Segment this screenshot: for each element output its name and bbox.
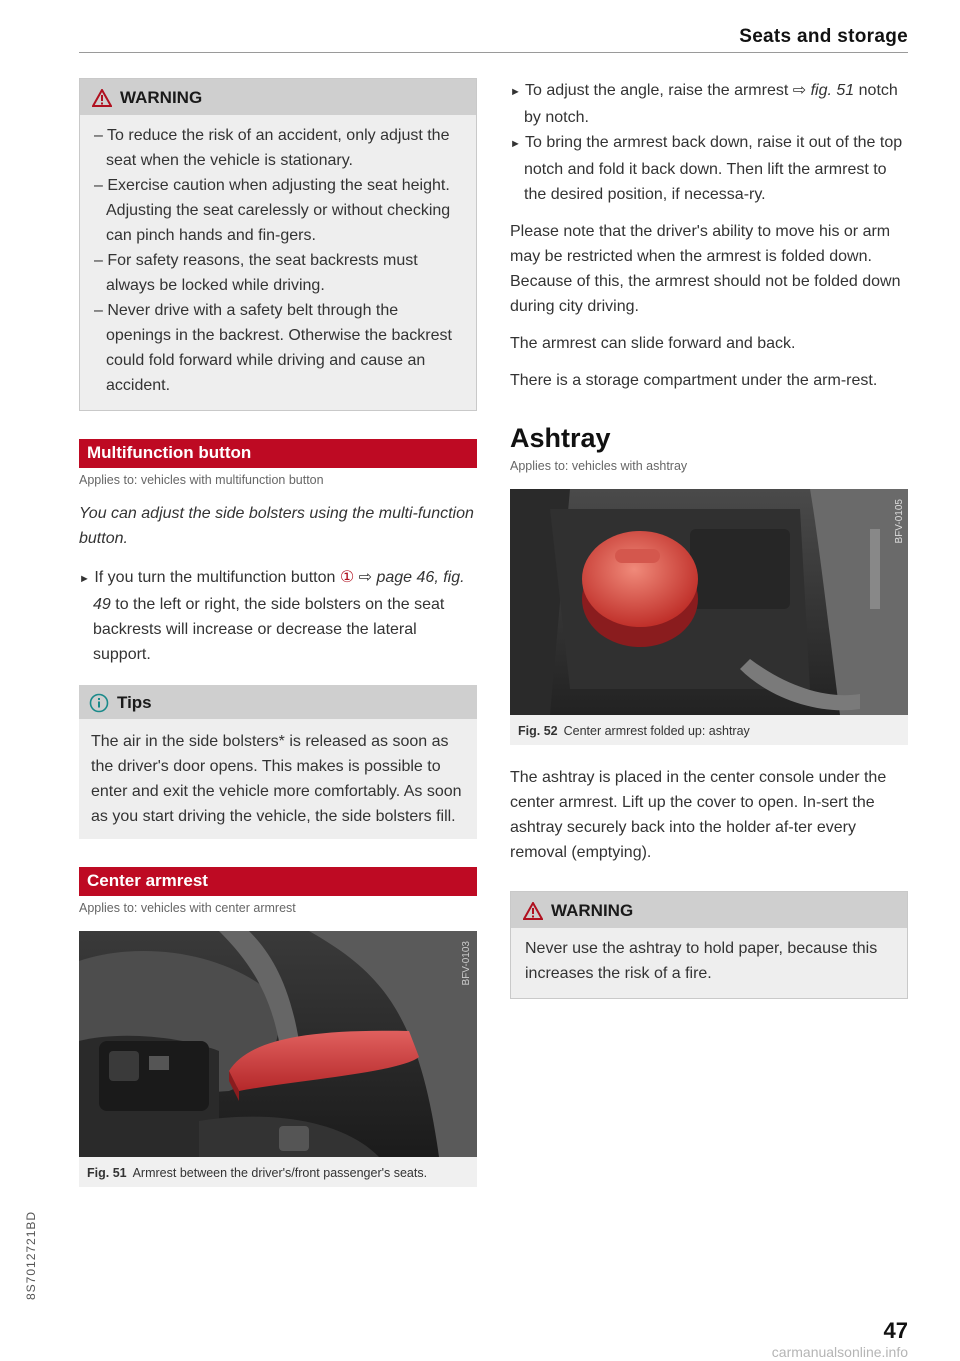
warning-triangle-icon	[523, 902, 543, 920]
section-title-multifunction: Multifunction button	[79, 439, 477, 468]
warning-label: WARNING	[551, 901, 634, 920]
step-arrow-icon: ►	[510, 138, 521, 150]
warning-item: – Never drive with a safety belt through the openings in the backrest. Otherwise the backrest could fold forward while driving and cause an accident.	[94, 302, 452, 394]
applies-to-ashtray: Applies to: vehicles with ashtray	[510, 459, 688, 473]
warning-label: WARNING	[120, 88, 203, 107]
page-reference-link[interactable]: ⇨ page 46, fig. 49	[93, 569, 465, 613]
warning-header	[80, 79, 476, 115]
applies-to-armrest: Applies to: vehicles with center armrest	[79, 901, 296, 915]
tips-box	[79, 685, 477, 839]
section-title-ashtray: Ashtray	[510, 423, 611, 453]
step-text: To adjust the angle, raise the armrest	[525, 82, 789, 99]
step-arrow-icon: ►	[79, 573, 90, 585]
tips-header	[79, 685, 477, 719]
ashtray-photo	[510, 489, 908, 715]
step-text: notch by notch.	[524, 82, 898, 126]
figure-caption-text: Center armrest folded up: ashtray	[563, 724, 750, 738]
figure-label: Fig. 51	[87, 1166, 127, 1180]
warning-triangle-icon	[92, 89, 112, 107]
figure-armrest	[79, 931, 477, 1187]
info-icon	[89, 693, 109, 713]
armrest-photo	[79, 931, 477, 1157]
page-number: 47	[883, 1318, 908, 1343]
warning-text: Never use the ashtray to hold paper, because this increases the risk of a fire.	[525, 940, 878, 982]
body-paragraph: There is a storage compartment under the arm-rest.	[510, 372, 878, 389]
step-text: to the left or right, the side bolsters on the seat backrests will increase or decrease the lateral support.	[93, 596, 445, 663]
figure-reference-link[interactable]: ⇨ fig. 51	[792, 82, 855, 99]
figure-ashtray	[510, 489, 908, 745]
instruction-step	[510, 130, 908, 207]
warning-item: – To reduce the risk of an accident, only adjust the seat when the vehicle is stationary.	[94, 127, 450, 169]
tips-text: The air in the side bolsters* is released as soon as the driver's door opens. This makes is possible to enter and exit the vehicle more comfortably. As soon as you start driving the vehicle, the side bolsters fill.	[91, 733, 462, 825]
figure-caption	[79, 1157, 477, 1187]
instruction-step	[79, 565, 477, 667]
running-header: Seats and storage	[739, 26, 908, 47]
callout-marker: ①	[339, 569, 355, 586]
body-paragraph: The armrest can slide forward and back.	[510, 335, 796, 352]
warning-item: – For safety reasons, the seat backrests must always be locked while driving.	[94, 252, 418, 294]
tips-label: Tips	[117, 693, 152, 712]
warning-header	[511, 892, 907, 928]
watermark: carmanualsonline.info	[771, 1344, 908, 1360]
warning-body	[80, 115, 476, 410]
warning-box	[510, 891, 908, 999]
figure-code: BFV-0105	[894, 499, 905, 544]
figure-caption-text: Armrest between the driver's/front passenger's seats.	[132, 1166, 428, 1180]
figure-label: Fig. 52	[518, 724, 558, 738]
section-intro: You can adjust the side bolsters using the multi-function button.	[79, 505, 474, 547]
body-paragraph: Please note that the driver's ability to move his or arm may be restricted when the armrest is folded down. Because of this, the armrest should not be folded down during city driving.	[510, 223, 901, 315]
left-column	[79, 78, 477, 1187]
right-column	[510, 78, 908, 999]
step-text: To bring the armrest back down, raise it out of the top notch and fold it back down. Then lift the armrest to the desired position, if necessa-ry.	[524, 134, 903, 203]
figure-caption	[510, 715, 908, 745]
step-text: If you turn the multifunction button	[94, 569, 336, 586]
warning-box	[79, 78, 477, 411]
header-rule	[79, 52, 908, 53]
step-arrow-icon: ►	[510, 86, 521, 98]
section-title-armrest: Center armrest	[79, 867, 477, 896]
body-paragraph: The ashtray is placed in the center console under the center armrest. Lift up the cover to open. In-sert the ashtray securely back into the holder af-ter every removal (emptying).	[510, 769, 887, 861]
figure-code: BFV-0103	[461, 941, 472, 986]
document-code: 8S7012721BD	[24, 1210, 38, 1300]
warning-item: – Exercise caution when adjusting the seat height. Adjusting the seat carelessly or without checking can pinch hands and fin-gers.	[94, 177, 451, 244]
applies-to-multifunction: Applies to: vehicles with multifunction button	[79, 473, 324, 487]
instruction-step	[510, 78, 908, 130]
